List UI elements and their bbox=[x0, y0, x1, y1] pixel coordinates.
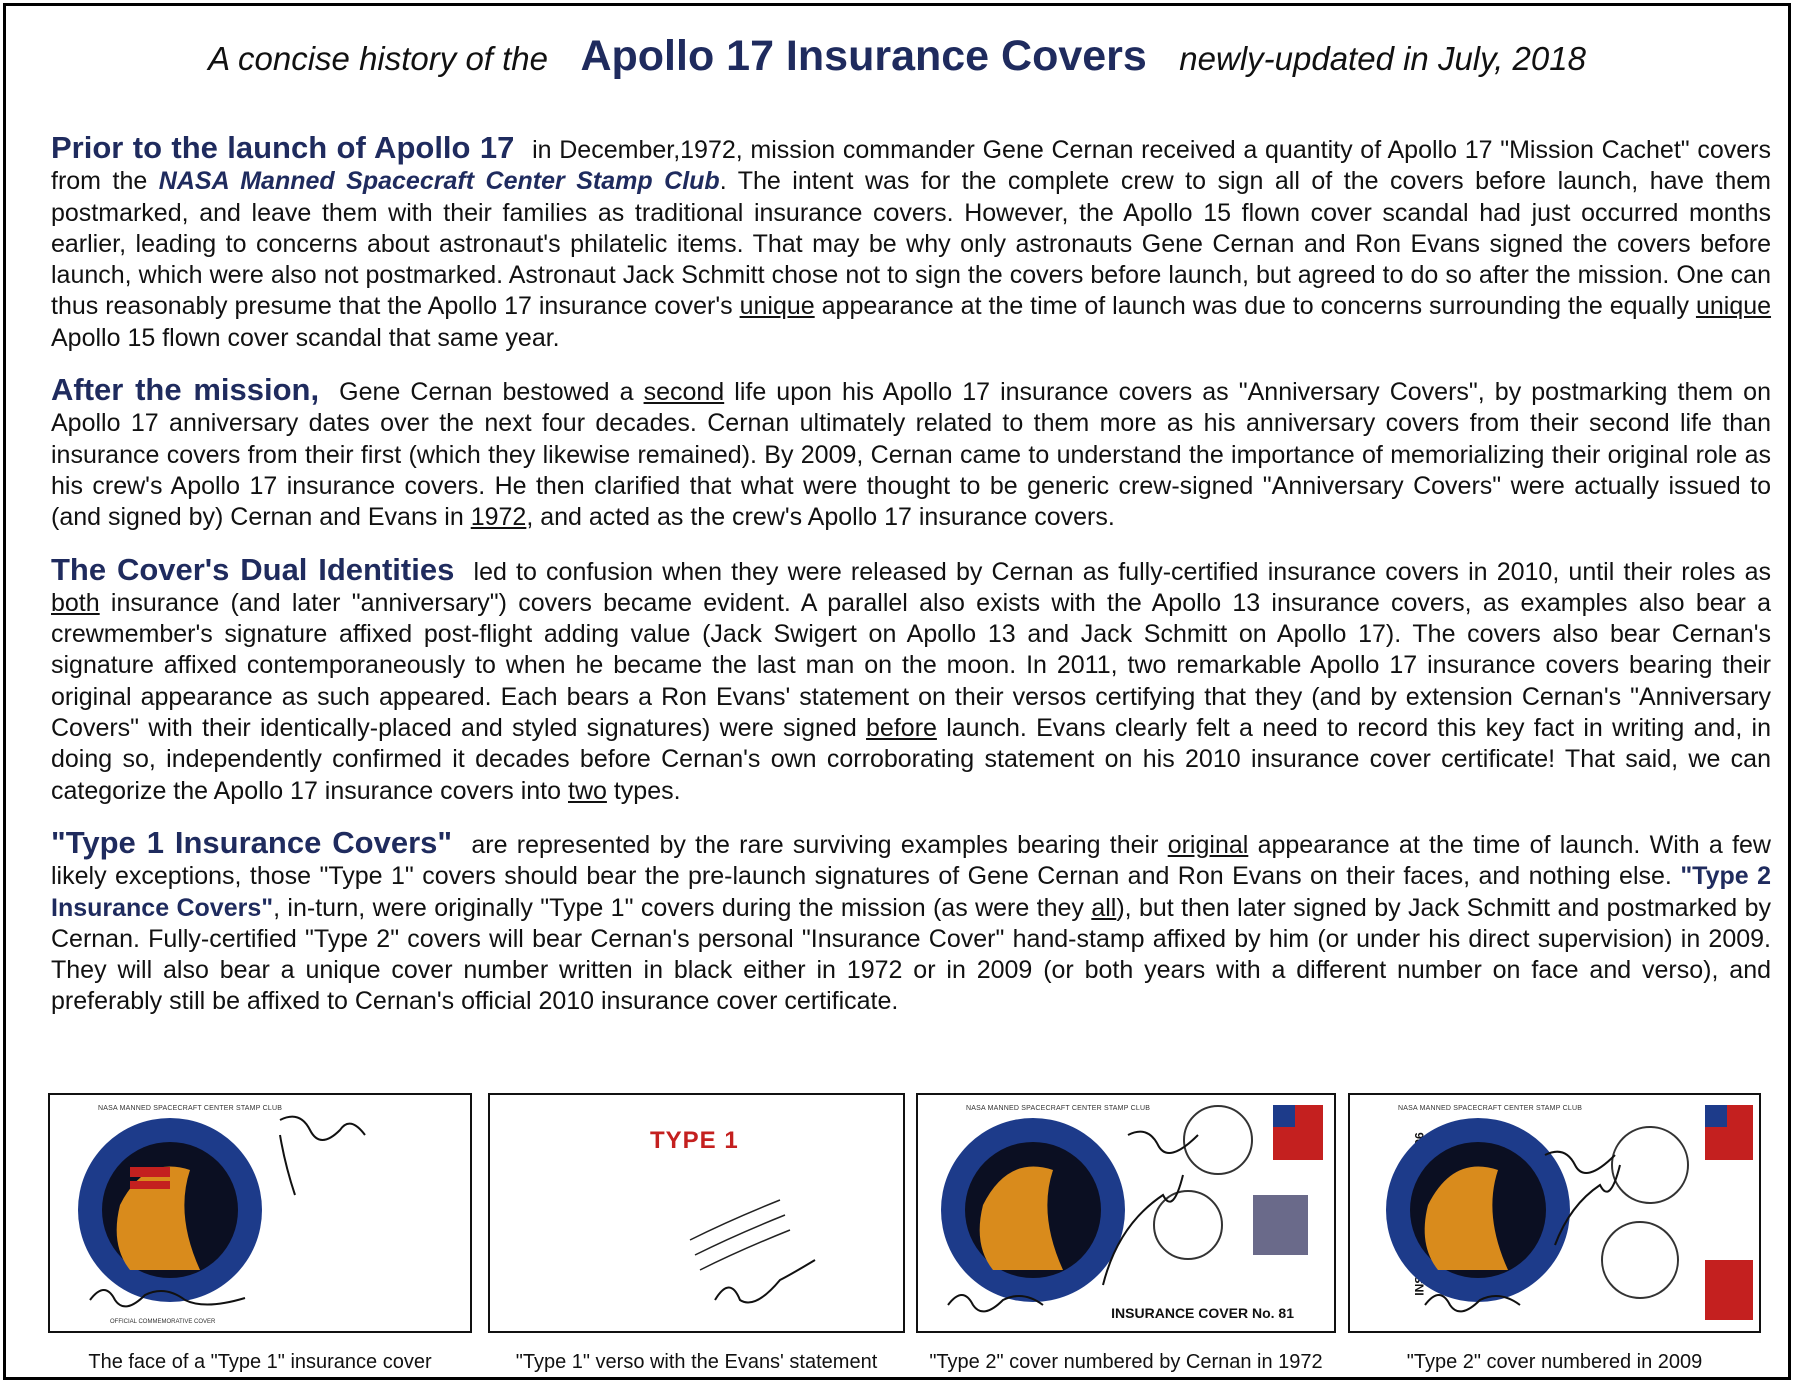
underlined-word: unique bbox=[739, 292, 815, 321]
article-body bbox=[51, 132, 1771, 1038]
text: appearance at the time of launch was due to concerns surrounding the equally bbox=[821, 292, 1689, 321]
paragraph-prior-to-launch bbox=[51, 132, 1771, 354]
caption-type1-verso: "Type 1" verso with the Evans' statement bbox=[515, 1351, 878, 1373]
lead-prior-to-launch: Prior to the launch of Apollo 17 bbox=[51, 130, 515, 165]
underlined-word: 1972 bbox=[470, 503, 527, 532]
insurance-cover-stamp bbox=[1111, 1305, 1294, 1321]
page-title bbox=[6, 32, 1788, 81]
panel-type2-1972 bbox=[916, 1093, 1336, 1373]
title-prefix: A concise history of the bbox=[208, 40, 549, 77]
text: Gene Cernan bestowed a bbox=[339, 378, 634, 407]
text: in December,1972, mission commander Gene Cernan received a quantity of Apollo 17 "Mission Cachet" covers from the bbox=[51, 136, 1772, 196]
paragraph-after-mission bbox=[51, 374, 1771, 533]
official-cover-text: OFFICIAL COMMEMORATIVE COVER bbox=[110, 1319, 216, 1325]
postmark-icon bbox=[1602, 1222, 1678, 1298]
stamp-club-name: NASA Manned Spacecraft Center Stamp Club bbox=[158, 167, 720, 196]
text: are represented by the rare surviving examples bearing their bbox=[471, 830, 1159, 859]
stamp-icon bbox=[1705, 1260, 1753, 1320]
underlined-word: second bbox=[643, 378, 725, 407]
handwriting-line-icon bbox=[695, 1215, 785, 1255]
text: types. bbox=[613, 776, 681, 805]
title-suffix: newly-updated in July, 2018 bbox=[1179, 40, 1586, 77]
signature-cernan-icon bbox=[280, 1117, 365, 1140]
stamp-icon bbox=[1253, 1195, 1308, 1255]
text: insurance (and later "anniversary") covers became evident. A parallel also exists with the Apollo 13 insurance covers, as examples also bear a crewmember's signature affixed post-flight adding value (Jack Swigert on Apollo 13 and Jack Schmitt on Apollo 17). The covers also bear Cernan's signature affixed contemporaneously to when he became the last man on the moon. In 2011, two remarkable Apollo 17 insurance covers bearing their original appearance as such appeared. Each bears a Ron Evans' statement on their versos certifying that they (and by extension Cernan's "Anniversary Covers" with their identically-placed and styled signatures) were signed bbox=[51, 588, 1771, 743]
postmark-icon bbox=[1612, 1127, 1688, 1203]
text: ), but then later signed by Jack Schmitt and postmarked by Cernan. Fully-certified "Type 2" covers will bear Cernan's personal "Insurance Cover" hand-stamp affixed by him (or under his direct supervision) in 2009. They will also bear a unique cover number written in black either in 1972 or in 2009 (or both years with a different number on face and verso), and preferably still be affixed to Cernan's official 2010 insurance cover certificate. bbox=[51, 893, 1772, 1016]
text: , and acted as the crew's Apollo 17 insurance covers. bbox=[526, 503, 1115, 532]
caption-type1-face: The face of a "Type 1" insurance cover bbox=[88, 1351, 432, 1373]
signature-evans-icon bbox=[715, 1260, 815, 1303]
lead-after-mission: After the mission, bbox=[51, 372, 320, 408]
panel-type2-2009 bbox=[1348, 1093, 1761, 1373]
cover-image-type1-face bbox=[48, 1093, 472, 1333]
underlined-word: unique bbox=[1695, 292, 1772, 321]
underlined-word: two bbox=[568, 776, 607, 805]
panel-type1-face bbox=[48, 1093, 472, 1373]
type-2-heading: "Type 2 Insurance Covers" bbox=[51, 862, 1771, 922]
text: launch. Evans clearly felt a need to record this key fact in writing and, in doing so, independently confirmed it decades before Cernan's own corroborating statement on his 2010 insurance cover certificate! That said, we can categorize the Apollo 17 insurance covers into bbox=[51, 714, 1772, 805]
underlined-word: before bbox=[866, 714, 937, 743]
cover-art bbox=[1350, 1095, 1761, 1333]
lead-type-1: "Type 1 Insurance Covers" bbox=[51, 824, 453, 860]
cover-image-type1-verso bbox=[488, 1093, 905, 1333]
underlined-word: all bbox=[1091, 893, 1117, 922]
panel-type1-verso bbox=[488, 1093, 905, 1373]
cover-image-type2-1972 bbox=[916, 1093, 1336, 1333]
cachet-header-text: NASA MANNED SPACECRAFT CENTER STAMP CLUB bbox=[98, 1105, 283, 1112]
paragraph-dual-identities bbox=[51, 551, 1772, 807]
cachet-header-text: NASA MANNED SPACECRAFT CENTER STAMP CLUB bbox=[966, 1105, 1151, 1112]
page-frame bbox=[3, 3, 1791, 1380]
evans-statement-art bbox=[490, 1095, 905, 1333]
insurance-cover-label: INSURANCE COVER No. bbox=[1111, 1305, 1275, 1321]
paragraph-type-definitions bbox=[51, 824, 1772, 1018]
text: appearance at the time of launch. With a few likely exceptions, those "Type 1" covers should bear the pre-launch signatures of Gene Cernan and Ron Evans on their faces, and nothing else. bbox=[51, 830, 1771, 891]
cover-number: 81 bbox=[1278, 1305, 1294, 1321]
stamp-canton bbox=[1705, 1105, 1727, 1127]
handwriting-line-icon bbox=[690, 1200, 780, 1240]
cover-art bbox=[50, 1095, 472, 1333]
underlined-word: both bbox=[51, 588, 100, 617]
text: Apollo 15 flown cover scandal that same year. bbox=[51, 323, 560, 352]
cover-art bbox=[918, 1095, 1336, 1333]
caption-type2-2009: "Type 2" cover numbered in 2009 bbox=[1406, 1351, 1703, 1373]
lead-dual-identities: The Cover's Dual Identities bbox=[51, 551, 455, 587]
type1-label: TYPE 1 bbox=[650, 1127, 739, 1154]
signature-cernan-icon bbox=[1128, 1132, 1198, 1153]
caption-type2-1972: "Type 2" cover numbered by Cernan in 1972 bbox=[929, 1351, 1323, 1373]
underlined-word: original bbox=[1167, 830, 1249, 859]
postmark-icon bbox=[1154, 1191, 1222, 1259]
flag-stripe bbox=[130, 1181, 170, 1189]
title-main: Apollo 17 Insurance Covers bbox=[580, 32, 1147, 80]
signature-stroke bbox=[280, 1135, 295, 1195]
cachet-header-text: NASA MANNED SPACECRAFT CENTER STAMP CLUB bbox=[1398, 1105, 1583, 1112]
signature-evans-icon bbox=[948, 1295, 1043, 1311]
text: life upon his Apollo 17 insurance covers as "Anniversary Covers", by postmarking them on Apollo 17 anniversary dates over the next four decades. Cernan ultimately related to them more as his anniversary covers from their second life than insurance covers from their first (which they likewise remained). By 2009, Cernan came to understand the importance of memorializing their original role as his crew's Apollo 17 insurance covers. He then clarified that what were thought to be generic crew-signed "Anniversary Covers" were actually issued to (and signed by) Cernan and Evans in bbox=[51, 378, 1771, 532]
text: led to confusion when they were released by Cernan as fully-certified insurance covers in 2010, until their roles as bbox=[473, 557, 1771, 586]
cover-image-type2-2009 bbox=[1348, 1093, 1761, 1333]
text: , in-turn, were originally "Type 1" covers during the mission (as were they bbox=[273, 893, 1084, 922]
handwriting-line-icon bbox=[700, 1230, 790, 1270]
flag-stripe bbox=[130, 1167, 170, 1177]
stamp-canton bbox=[1273, 1105, 1295, 1127]
text: . The intent was for the complete crew to sign all of the covers before launch, have them postmarked, and leave them with their families as traditional insurance covers. However, the Apollo 15 flown cover scandal had just occurred months earlier, leading to concerns about astronaut's philatelic items. That may be why only astronauts Gene Cernan and Ron Evans signed the covers before launch, which were also not postmarked. Astronaut Jack Schmitt chose not to sign the covers before launch, but agreed to do so after the mission. One can thus reasonably presume that the Apollo 17 insurance cover's bbox=[51, 167, 1772, 321]
cover-image-strip bbox=[48, 1093, 1763, 1393]
